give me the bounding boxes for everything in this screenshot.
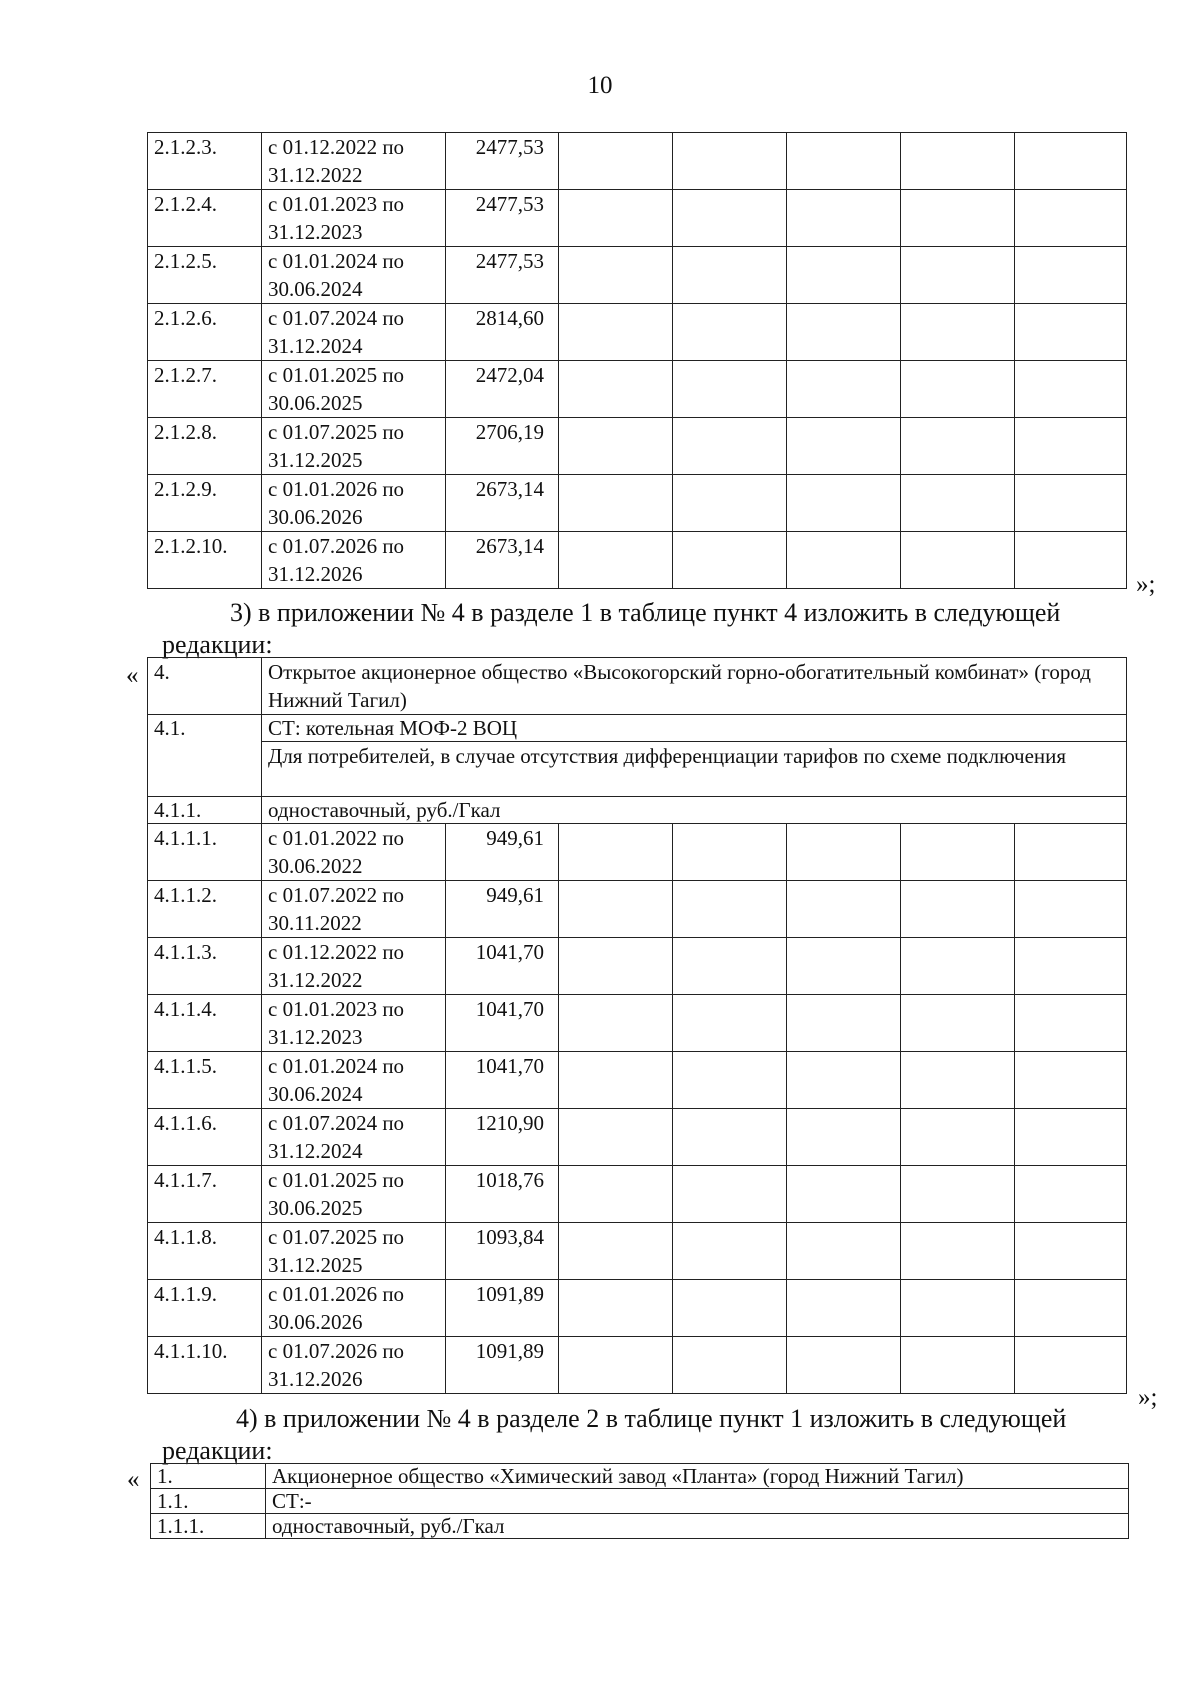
empty-cell [787,475,901,532]
row-number: 4.1.1.1. [148,824,262,881]
row-number: 2.1.2.7. [148,361,262,418]
empty-cell [787,1166,901,1223]
period-start: с 01.01.2023 по [268,192,405,216]
tariff-value: 2477,53 [446,133,559,190]
empty-cell [673,1280,787,1337]
row-number: 2.1.2.3. [148,133,262,190]
period-cell [262,475,446,532]
empty-cell [1015,247,1127,304]
empty-cell [901,1280,1015,1337]
period-end: 30.06.2026 [268,1310,363,1334]
empty-cell [559,133,673,190]
empty-cell [559,475,673,532]
empty-cell [1015,995,1127,1052]
table-row [148,995,1127,1052]
empty-cell [787,1223,901,1280]
rate-type-label: одноставочный, руб./Гкал [262,797,1127,824]
empty-cell [673,1052,787,1109]
empty-cell [901,881,1015,938]
empty-cell [673,824,787,881]
row-number: 4.1.1. [148,797,262,824]
empty-cell [1015,1337,1127,1394]
period-end: 30.06.2024 [268,277,363,301]
empty-cell [673,133,787,190]
period-cell [262,1337,446,1394]
empty-cell [787,1280,901,1337]
consumers-row [148,742,1127,797]
closing-quote: »; [1136,571,1156,598]
consumers-label: Для потребителей, в случае отсутствия дифференциации тарифов по схеме подключения [262,742,1127,797]
row-number: 4.1.1.6. [148,1109,262,1166]
empty-cell [673,1166,787,1223]
empty-cell [901,1166,1015,1223]
empty-cell [901,475,1015,532]
row-number: 4.1.1.5. [148,1052,262,1109]
empty-cell [787,995,901,1052]
empty-cell [1015,1223,1127,1280]
empty-cell [673,1223,787,1280]
table-row [151,1489,1129,1514]
period-cell [262,995,446,1052]
table-row [148,938,1127,995]
empty-cell [1015,304,1127,361]
empty-cell [673,1337,787,1394]
empty-cell [673,247,787,304]
period-end: 31.12.2025 [268,1253,363,1277]
empty-cell [1015,361,1127,418]
period-start: с 01.01.2024 по [268,1054,405,1078]
row-number: 2.1.2.6. [148,304,262,361]
tariff-value: 949,61 [446,824,559,881]
period-start: с 01.01.2024 по [268,249,405,273]
empty-cell [1015,532,1127,589]
period-end: 30.06.2025 [268,1196,363,1220]
table-row [148,1052,1127,1109]
period-end: 31.12.2023 [268,220,363,244]
empty-cell [787,1109,901,1166]
empty-cell [559,1337,673,1394]
table-row [148,1166,1127,1223]
empty-cell [1015,475,1127,532]
empty-cell [673,418,787,475]
amendment-paragraph-3-cont: редакции: [162,630,273,659]
tariff-value: 1018,76 [446,1166,559,1223]
period-cell [262,133,446,190]
row-number: 4.1. [148,715,262,797]
empty-cell [787,418,901,475]
table-row [148,1223,1127,1280]
table-row [148,304,1127,361]
table-row [148,475,1127,532]
row-number: 1. [151,1464,266,1489]
empty-cell [673,304,787,361]
period-start: с 01.01.2022 по [268,826,405,850]
period-start: с 01.07.2026 по [268,534,405,558]
empty-cell [901,532,1015,589]
period-cell [262,304,446,361]
row-number: 4.1.1.8. [148,1223,262,1280]
period-cell [262,1223,446,1280]
empty-cell [559,418,673,475]
period-cell [262,1052,446,1109]
empty-cell [673,475,787,532]
empty-cell [673,881,787,938]
empty-cell [901,995,1015,1052]
empty-cell [901,1337,1015,1394]
empty-cell [559,532,673,589]
period-cell [262,247,446,304]
empty-cell [901,304,1015,361]
empty-cell [901,418,1015,475]
period-start: с 01.01.2025 по [268,363,405,387]
empty-cell [787,938,901,995]
row-number: 4.1.1.7. [148,1166,262,1223]
empty-cell [1015,1280,1127,1337]
empty-cell [673,995,787,1052]
amendment-paragraph-4-cont: редакции: [162,1436,273,1465]
amendment-paragraph-4: 4) в приложении № 4 в разделе 2 в таблице пункт 1 изложить в следующей [236,1404,1067,1433]
period-end: 31.12.2022 [268,968,363,992]
tariff-table-section-2 [150,1463,1129,1539]
period-start: с 01.07.2026 по [268,1339,405,1363]
row-text: одноставочный, руб./Гкал [266,1514,1129,1539]
st-label: СТ: котельная МОФ-2 ВОЦ [262,715,1127,742]
period-end: 31.12.2024 [268,1139,363,1163]
period-start: с 01.07.2024 по [268,1111,405,1135]
closing-quote: »; [1138,1384,1158,1411]
page-number: 10 [587,72,613,99]
empty-cell [787,1337,901,1394]
row-text: СТ:- [266,1489,1129,1514]
empty-cell [673,1109,787,1166]
empty-cell [901,247,1015,304]
row-number: 2.1.2.10. [148,532,262,589]
empty-cell [559,1280,673,1337]
period-cell [262,881,446,938]
empty-cell [559,361,673,418]
empty-cell [787,824,901,881]
tariff-value: 2477,53 [446,190,559,247]
period-end: 30.06.2025 [268,391,363,415]
tariff-value: 1091,89 [446,1337,559,1394]
period-cell [262,1109,446,1166]
tariff-value: 949,61 [446,881,559,938]
tariff-value: 1093,84 [446,1223,559,1280]
tariff-value: 1091,89 [446,1280,559,1337]
empty-cell [559,1052,673,1109]
period-cell [262,190,446,247]
period-end: 31.12.2025 [268,448,363,472]
organization-name: Открытое акционерное общество «Высокогорский горно-обогатительный комбинат» (город Нижний Тагил) [262,658,1127,715]
period-end: 31.12.2026 [268,562,363,586]
empty-cell [559,938,673,995]
table-row [148,190,1127,247]
empty-cell [673,532,787,589]
row-number: 4.1.1.3. [148,938,262,995]
empty-cell [1015,881,1127,938]
period-end: 31.12.2026 [268,1367,363,1391]
tariff-value: 2477,53 [446,247,559,304]
row-number: 1.1.1. [151,1514,266,1539]
empty-cell [787,1052,901,1109]
tariff-value: 1041,70 [446,995,559,1052]
period-cell [262,938,446,995]
table-row [148,1280,1127,1337]
tariff-value: 2673,14 [446,475,559,532]
table-row [148,361,1127,418]
tariff-value: 2706,19 [446,418,559,475]
row-number: 4.1.1.4. [148,995,262,1052]
empty-cell [787,881,901,938]
empty-cell [1015,1052,1127,1109]
period-start: с 01.12.2022 по [268,940,405,964]
row-number: 4. [148,658,262,715]
tariff-value: 1041,70 [446,1052,559,1109]
table-row [148,247,1127,304]
organization-row [148,658,1127,715]
row-number: 2.1.2.4. [148,190,262,247]
empty-cell [787,361,901,418]
empty-cell [787,190,901,247]
row-number: 2.1.2.8. [148,418,262,475]
period-start: с 01.12.2022 по [268,135,405,159]
tariff-value: 2814,60 [446,304,559,361]
tariff-value: 2673,14 [446,532,559,589]
empty-cell [1015,418,1127,475]
period-start: с 01.07.2022 по [268,883,405,907]
empty-cell [901,1109,1015,1166]
empty-cell [673,938,787,995]
empty-cell [787,304,901,361]
empty-cell [901,133,1015,190]
table-row [148,881,1127,938]
empty-cell [1015,1109,1127,1166]
row-number: 1.1. [151,1489,266,1514]
period-cell [262,361,446,418]
period-end: 30.11.2022 [268,911,362,935]
period-cell [262,418,446,475]
empty-cell [559,190,673,247]
tariff-value: 1041,70 [446,938,559,995]
empty-cell [787,532,901,589]
tariff-value: 1210,90 [446,1109,559,1166]
rate-type-row [148,797,1127,824]
table-row [148,133,1127,190]
empty-cell [1015,133,1127,190]
period-start: с 01.01.2025 по [268,1168,405,1192]
table-row [151,1514,1129,1539]
empty-cell [787,247,901,304]
period-end: 30.06.2026 [268,505,363,529]
empty-cell [901,1223,1015,1280]
st-row [148,715,1127,742]
empty-cell [901,190,1015,247]
empty-cell [901,824,1015,881]
period-start: с 01.07.2025 по [268,1225,405,1249]
empty-cell [559,1223,673,1280]
row-number: 4.1.1.10. [148,1337,262,1394]
period-start: с 01.07.2025 по [268,420,405,444]
row-number: 4.1.1.2. [148,881,262,938]
period-end: 31.12.2024 [268,334,363,358]
tariff-table-item-4 [147,657,1127,1394]
empty-cell [559,1166,673,1223]
period-end: 31.12.2022 [268,163,363,187]
period-start: с 01.01.2026 по [268,1282,405,1306]
empty-cell [901,1052,1015,1109]
period-start: с 01.01.2026 по [268,477,405,501]
opening-quote: « [127,1466,140,1493]
empty-cell [559,881,673,938]
tariff-table-continued [147,132,1127,589]
empty-cell [559,247,673,304]
table-row [148,1109,1127,1166]
empty-cell [1015,938,1127,995]
amendment-paragraph-3: 3) в приложении № 4 в разделе 1 в таблице пункт 4 изложить в следующей [230,598,1061,627]
empty-cell [787,133,901,190]
empty-cell [559,995,673,1052]
empty-cell [1015,1166,1127,1223]
empty-cell [901,938,1015,995]
empty-cell [673,361,787,418]
period-cell [262,1166,446,1223]
period-end: 31.12.2023 [268,1025,363,1049]
empty-cell [1015,824,1127,881]
empty-cell [559,304,673,361]
table-row [148,418,1127,475]
opening-quote: « [126,662,139,689]
empty-cell [559,1109,673,1166]
table-row [148,532,1127,589]
table-row [148,824,1127,881]
period-cell [262,532,446,589]
period-end: 30.06.2024 [268,1082,363,1106]
table-row [151,1464,1129,1489]
period-start: с 01.01.2023 по [268,997,405,1021]
empty-cell [901,361,1015,418]
row-number: 2.1.2.9. [148,475,262,532]
period-start: с 01.07.2024 по [268,306,405,330]
table-row [148,1337,1127,1394]
period-end: 30.06.2022 [268,854,363,878]
period-cell [262,824,446,881]
empty-cell [1015,190,1127,247]
tariff-value: 2472,04 [446,361,559,418]
empty-cell [673,190,787,247]
row-text: Акционерное общество «Химический завод «Планта» (город Нижний Тагил) [266,1464,1129,1489]
period-cell [262,1280,446,1337]
row-number: 2.1.2.5. [148,247,262,304]
empty-cell [559,824,673,881]
row-number: 4.1.1.9. [148,1280,262,1337]
